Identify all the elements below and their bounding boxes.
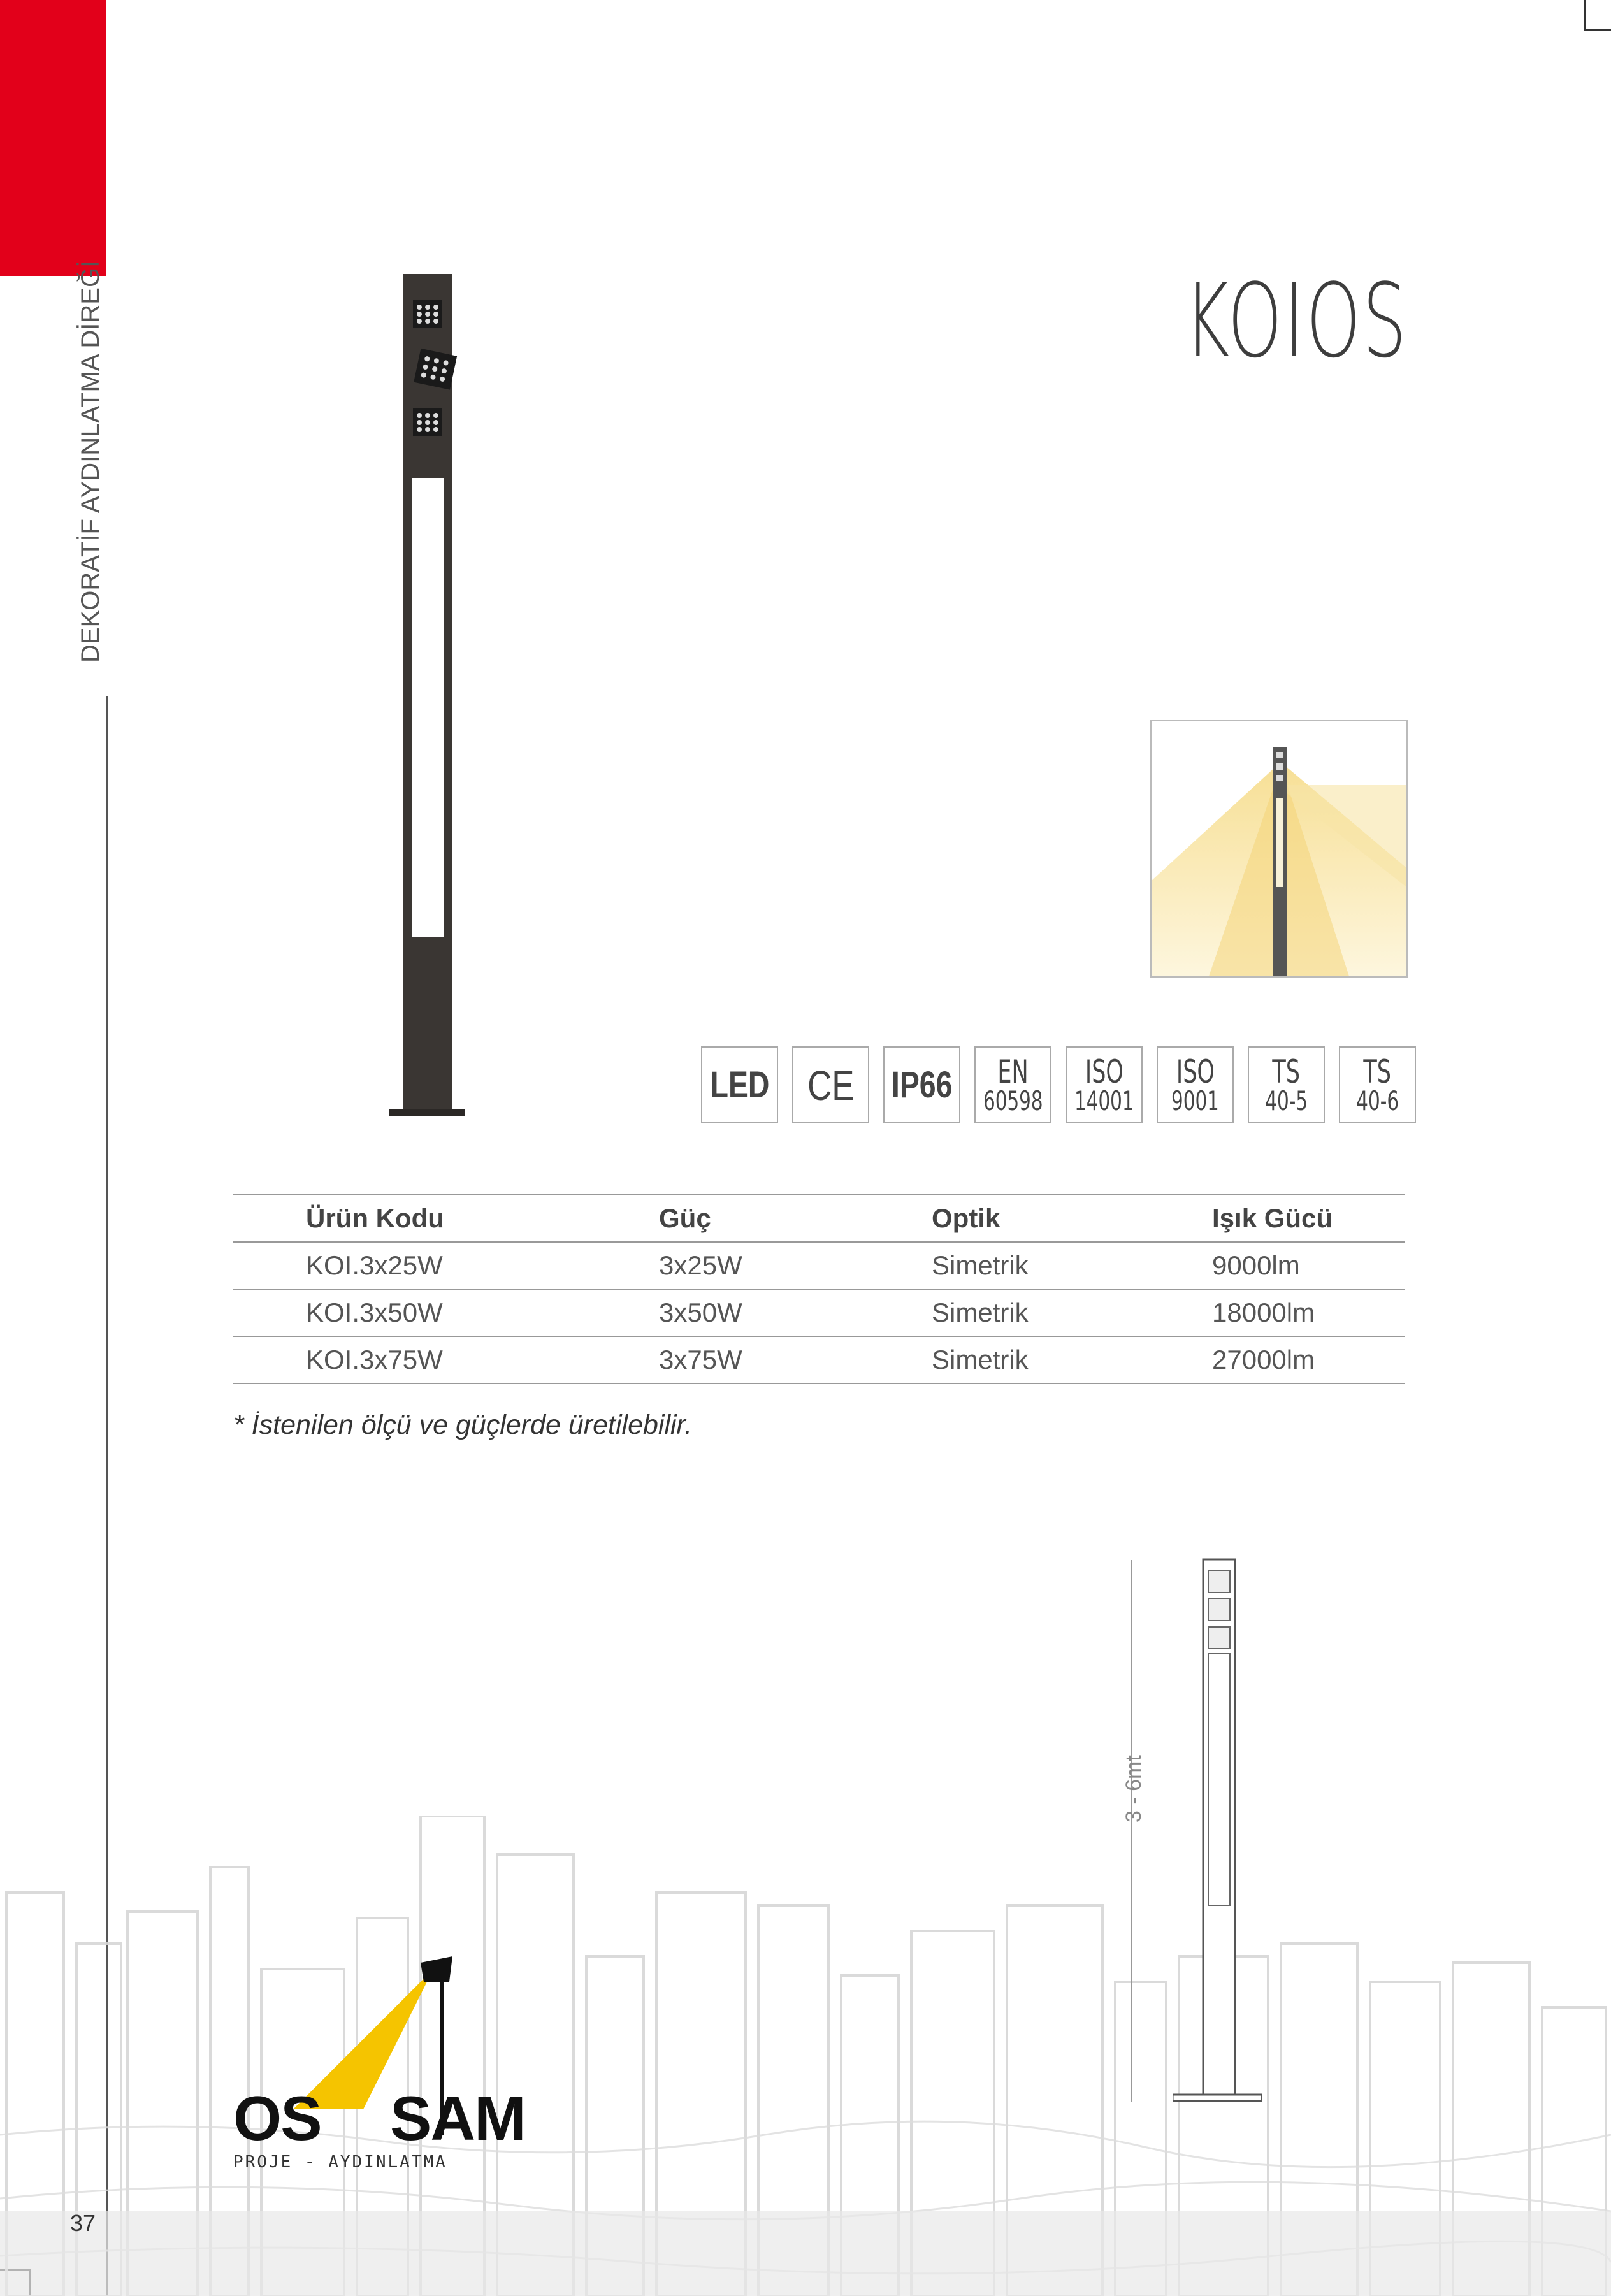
- category-color-bar: [0, 0, 106, 276]
- brand-logo-part1: OS: [233, 2083, 321, 2153]
- page-number: 37: [70, 2210, 96, 2236]
- light-distribution-image: [1150, 720, 1408, 978]
- badge-ts-40-6: [1339, 1046, 1416, 1123]
- badge-iso-14001: [1066, 1046, 1143, 1123]
- dimension-height-label: 3 - 6mt: [1122, 1755, 1146, 1823]
- table-row: [233, 1336, 1405, 1383]
- badge-iso9001-line1: ISO: [1176, 1053, 1215, 1090]
- cell-power: 3x50W: [659, 1297, 742, 1327]
- badge-iso9001-line2: 9001: [1171, 1085, 1219, 1116]
- brand-logo-part2: SAM: [390, 2083, 525, 2153]
- badge-iso-9001: [1157, 1046, 1234, 1123]
- cell-power: 3x75W: [659, 1345, 742, 1375]
- spec-table: [233, 1194, 1405, 1384]
- badge-ts-40-5: [1248, 1046, 1325, 1123]
- header-lumen: Işık Gücü: [1212, 1203, 1333, 1233]
- badge-led: [701, 1046, 778, 1123]
- cell-optic: Simetrik: [932, 1250, 1029, 1280]
- badge-ts406-line1: TS: [1363, 1053, 1392, 1090]
- cell-lumen: 18000lm: [1212, 1297, 1315, 1327]
- badge-ce-label: CE: [807, 1061, 855, 1109]
- badge-ts405-line2: 40-5: [1265, 1085, 1308, 1116]
- product-pole-image: [389, 274, 472, 1125]
- brand-logo: [233, 2083, 525, 2155]
- header-power: Güç: [659, 1203, 711, 1233]
- header-product-code: Ürün Kodu: [306, 1203, 444, 1233]
- cell-product-code: KOI.3x50W: [306, 1297, 443, 1327]
- badge-led-label: LED: [710, 1064, 769, 1106]
- cell-optic: Simetrik: [932, 1297, 1029, 1327]
- product-title: KOIOS: [1184, 261, 1408, 380]
- cell-power: 3x25W: [659, 1250, 742, 1280]
- certification-badges: [701, 1046, 1416, 1123]
- table-header-row: [233, 1195, 1405, 1242]
- badge-en-60598: [974, 1046, 1051, 1123]
- cell-product-code: KOI.3x25W: [306, 1250, 443, 1280]
- cell-product-code: KOI.3x75W: [306, 1345, 443, 1375]
- badge-ce: [792, 1046, 869, 1123]
- cell-lumen: 27000lm: [1212, 1345, 1315, 1375]
- table-row: [233, 1242, 1405, 1289]
- table-row: [233, 1289, 1405, 1336]
- badge-ip66-label: IP66: [891, 1064, 953, 1106]
- header-optic: Optik: [932, 1203, 1001, 1233]
- brand-subtitle: PROJE - AYDINLATMA: [233, 2153, 447, 2172]
- crop-mark-top-right: [1584, 0, 1611, 31]
- badge-iso14001-line2: 14001: [1074, 1085, 1134, 1116]
- badge-en-line2: 60598: [983, 1085, 1043, 1116]
- dimension-line: [1131, 1560, 1132, 2102]
- badge-iso14001-line1: ISO: [1085, 1053, 1123, 1090]
- cell-optic: Simetrik: [932, 1345, 1029, 1375]
- badge-ts405-line1: TS: [1272, 1053, 1301, 1090]
- pole-technical-drawing: [1173, 1558, 1262, 2106]
- category-label: DEKORATİF AYDINLATMA DİREĞİ: [76, 260, 105, 663]
- cell-lumen: 9000lm: [1212, 1250, 1300, 1280]
- production-note: * İstenilen ölçü ve güçlerde üretilebilir.: [233, 1410, 693, 1440]
- badge-en-line1: EN: [997, 1053, 1029, 1090]
- badge-ip66: [883, 1046, 960, 1123]
- badge-ts406-line2: 40-6: [1356, 1085, 1399, 1116]
